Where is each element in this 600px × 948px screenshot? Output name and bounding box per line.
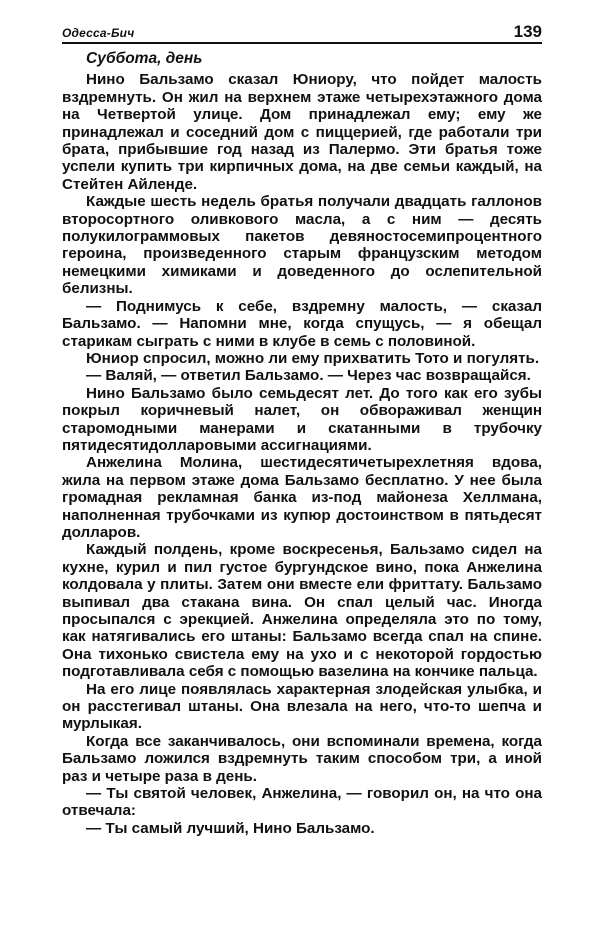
page-number: 139 (513, 22, 542, 41)
paragraph: Нино Бальзамо сказал Юниору, что пойдет малость вздремнуть. Он жил на верхнем этаже четырехэтажного дома на Четвертой улице. Дом принадлежал ему; ему же принадлежал и соседний дом с пиццерией, где работали три брата, прибывшие год назад из Палермо. Эти братья тоже успели купить три кирпичных дома, на две семьи каждый, на Стейтен Айленде. (62, 71, 542, 193)
paragraph: — Валяй, — ответил Бальзамо. — Через час возвращайся. (86, 367, 531, 385)
paragraph: Нино Бальзамо было семьдесят лет. До того как его зубы покрыл коричневый налет, он обвораживал женщин старомодными манерами и скатанными в трубочку пятидесятидолларовыми ассигнациями. (62, 384, 542, 454)
paragraph: Когда все заканчивалось, они вспоминали времена, когда Бальзамо ложился вздремнуть таким способом три, а иной раз и четыре раза в день. (62, 732, 542, 785)
paragraph: Каждый полдень, кроме воскресенья, Бальзамо сидел на кухне, курил и пил густое бургундское вино, пока Анжелина колдовала у плиты. Затем они вместе ели фриттату. Бальзамо выпивал два стакана вина. Он спал целый час. Иногда просыпался с эрекцией. Анжелина определяла это по тому, как натягивались его штаны: Бальзамо всегда спал на спине. Она тихонько свистела ему на ухо и с некоторой гордостью подготавливала себя с помощью вазелина на кончике пальца. (62, 541, 542, 681)
paragraph: — Ты святой человек, Анжелина, — говорил он, на что она отвечала: (62, 785, 542, 820)
paragraph: На его лице появлялась характерная злодейская улыбка, и он расстегивал штаны. Она влезала на него, что-то шепча и мурлыкая. (62, 680, 542, 733)
running-title: Одесса-Бич (62, 26, 135, 40)
header-rule (62, 42, 542, 44)
paragraph: Каждые шесть недель братья получали двадцать галлонов второсортного оливкового масла, а с ним — десять полукилограммовых пакетов девяностосемипроцентного героина, произведенного старым французским методом немецкими химиками и доведенного до ослепительной белизны. (62, 193, 542, 298)
body-text (62, 50, 542, 837)
paragraph: — Ты самый лучший, Нино Бальзамо. (86, 819, 375, 837)
paragraph: Юниор спросил, можно ли ему прихватить Тото и погулять. (86, 349, 540, 367)
paragraph: Анжелина Молина, шестидесятичетырехлетняя вдова, жила на первом этаже дома Бальзамо бесплатно. У нее была громадная рекламная банка из-под майонеза Хеллмана, наполненная трубочками из купюр достоинством в пятьдесят долларов. (62, 454, 542, 541)
paragraph: — Поднимусь к себе, вздремну малость, — сказал Бальзамо. — Напомни мне, когда спущусь, — я обещал старикам сыграть с ними в клубе в семь с половиной. (62, 297, 542, 350)
section-title: Суббота, день (86, 50, 203, 67)
page-header (62, 18, 542, 44)
